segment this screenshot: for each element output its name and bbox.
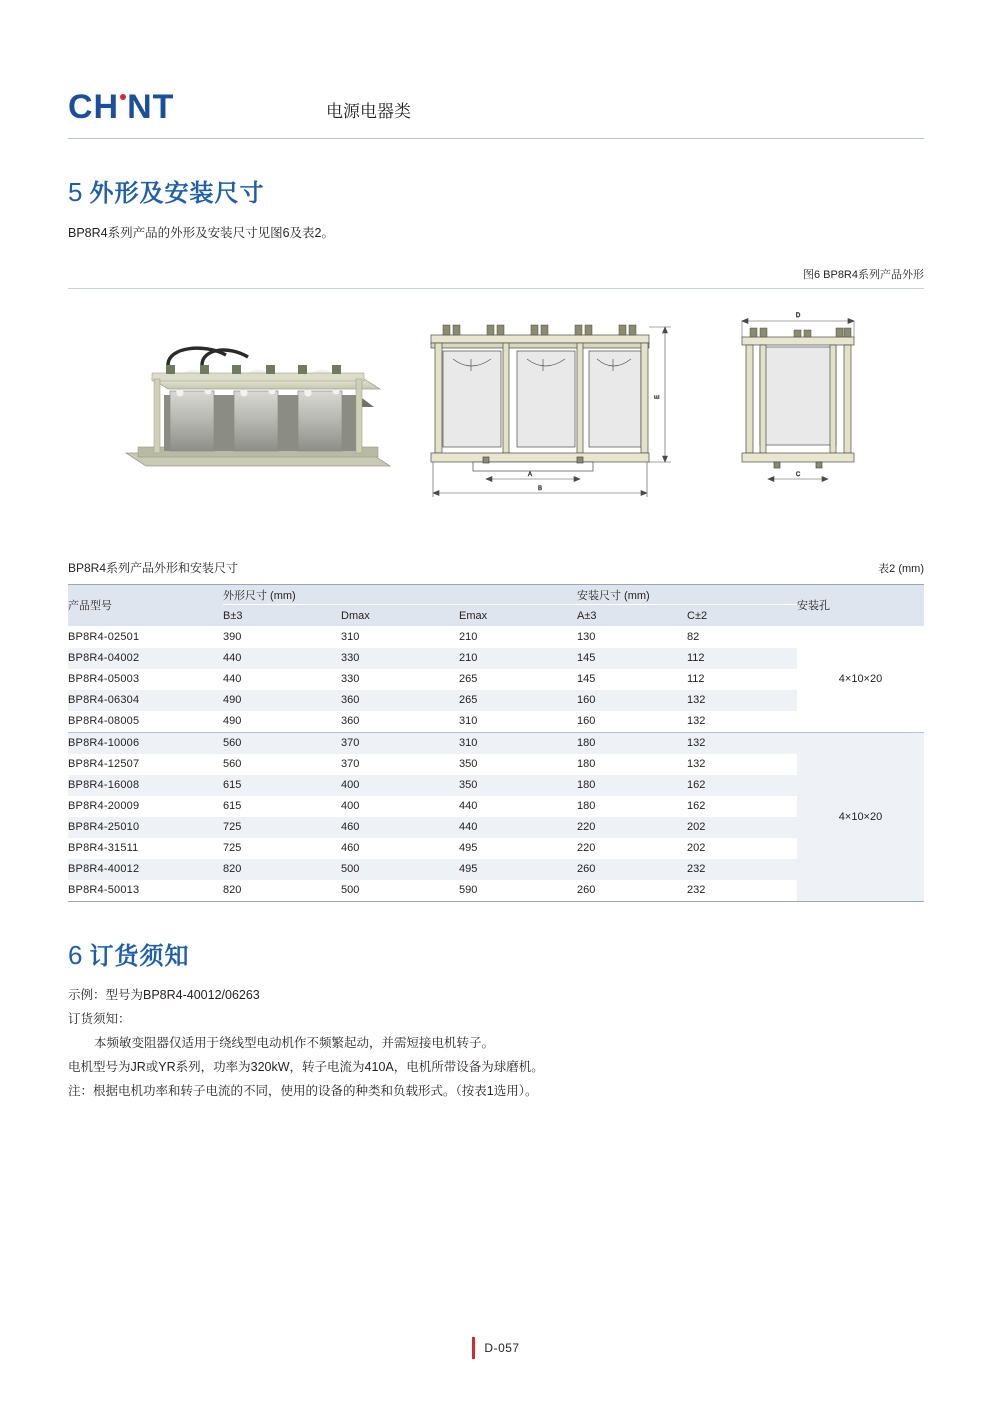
cell-b: 725 [223, 838, 341, 859]
cell-emax: 210 [459, 648, 577, 669]
cell-emax: 265 [459, 690, 577, 711]
dimensions-table [68, 584, 924, 902]
cell-c: 132 [687, 754, 797, 775]
col-header-dmax: Dmax [341, 605, 459, 627]
cell-b: 820 [223, 880, 341, 902]
cell-b: 560 [223, 732, 341, 754]
cell-emax: 440 [459, 796, 577, 817]
col-header-a: A±3 [577, 605, 687, 627]
cell-model: BP8R4-06304 [68, 690, 223, 711]
cell-emax: 495 [459, 859, 577, 880]
cell-emax: 310 [459, 711, 577, 733]
page-number: D-057 [484, 1341, 520, 1355]
svg-text:D: D [795, 313, 801, 319]
cell-c: 202 [687, 838, 797, 859]
cell-model: BP8R4-04002 [68, 648, 223, 669]
order-notes [68, 983, 924, 1103]
cell-a: 160 [577, 690, 687, 711]
table-caption: BP8R4系列产品外形和安装尺寸 [68, 561, 239, 575]
cell-dmax: 330 [341, 648, 459, 669]
cell-b: 490 [223, 711, 341, 733]
header-divider [68, 138, 924, 139]
col-header-holes: 安装孔 [797, 585, 924, 627]
table-row [68, 711, 924, 733]
cell-model: BP8R4-25010 [68, 817, 223, 838]
cell-a: 180 [577, 775, 687, 796]
svg-text:B: B [537, 486, 543, 492]
cell-model: BP8R4-12507 [68, 754, 223, 775]
cell-b: 390 [223, 626, 341, 648]
col-group-install: 安装尺寸 (mm) [577, 585, 797, 605]
figure-divider [68, 288, 924, 289]
svg-text:A: A [527, 472, 533, 478]
cell-b: 615 [223, 796, 341, 817]
cell-c: 132 [687, 690, 797, 711]
table-caption-row [68, 559, 924, 576]
section-6-title: 订货须知 [89, 942, 190, 970]
cell-b: 490 [223, 690, 341, 711]
logo-dot-icon [120, 94, 126, 100]
cell-emax: 350 [459, 775, 577, 796]
cell-model: BP8R4-31511 [68, 838, 223, 859]
figure-caption: 图6 BP8R4系列产品外形 [802, 269, 924, 281]
cell-emax: 590 [459, 880, 577, 902]
cell-c: 202 [687, 817, 797, 838]
cell-emax: 440 [459, 817, 577, 838]
cell-a: 220 [577, 817, 687, 838]
cell-a: 145 [577, 648, 687, 669]
table-unit-note: 表2 (mm) [878, 563, 924, 575]
header-title: 电源电器类 [326, 102, 411, 121]
cell-dmax: 330 [341, 669, 459, 690]
cell-a: 260 [577, 880, 687, 902]
section-5-title: 外形及安装尺寸 [89, 180, 265, 207]
cell-dmax: 360 [341, 690, 459, 711]
cell-emax: 210 [459, 626, 577, 648]
cell-model: BP8R4-50013 [68, 880, 223, 902]
order-line-4: 电机型号为JR或YR系列，功率为320kW，转子电流为410A，电机所带设备为球磨机。 [68, 1059, 544, 1074]
col-header-model: 产品型号 [68, 585, 223, 627]
order-line-5: 注：根据电机功率和转子电流的不同，使用的设备的种类和负载形式。（按表1选用）。 [68, 1083, 538, 1098]
col-header-b: B±3 [223, 605, 341, 627]
table-row [68, 648, 924, 669]
side-elevation-drawing [708, 307, 888, 492]
cell-c: 162 [687, 796, 797, 817]
cell-dmax: 370 [341, 754, 459, 775]
section-5-heading [68, 173, 924, 208]
cell-b: 440 [223, 648, 341, 669]
cell-dmax: 500 [341, 859, 459, 880]
cell-holes-group-1: 4×10×20 [797, 626, 924, 732]
table-row [68, 690, 924, 711]
cell-a: 220 [577, 838, 687, 859]
table-row [68, 754, 924, 775]
cell-a: 180 [577, 796, 687, 817]
page-header [68, 0, 924, 124]
cell-b: 725 [223, 817, 341, 838]
cell-emax: 265 [459, 669, 577, 690]
order-line-2: 订货须知： [68, 1011, 131, 1026]
table-row [68, 838, 924, 859]
cell-b: 615 [223, 775, 341, 796]
col-group-outer: 外形尺寸 (mm) [223, 585, 577, 605]
cell-c: 232 [687, 859, 797, 880]
cell-model: BP8R4-05003 [68, 669, 223, 690]
cell-a: 130 [577, 626, 687, 648]
cell-emax: 495 [459, 838, 577, 859]
cell-emax: 310 [459, 732, 577, 754]
svg-text:E: E [655, 394, 661, 399]
cell-holes-group-2: 4×10×20 [797, 732, 924, 901]
table-row [68, 626, 924, 648]
cell-c: 232 [687, 880, 797, 902]
cell-c: 112 [687, 648, 797, 669]
table-row [68, 796, 924, 817]
table-row [68, 669, 924, 690]
cell-c: 82 [687, 626, 797, 648]
cell-b: 820 [223, 859, 341, 880]
table-row [68, 732, 924, 754]
cell-dmax: 310 [341, 626, 459, 648]
cell-a: 180 [577, 732, 687, 754]
page-footer [0, 1337, 992, 1359]
cell-a: 180 [577, 754, 687, 775]
cell-a: 145 [577, 669, 687, 690]
cell-model: BP8R4-08005 [68, 711, 223, 733]
footer-accent-bar [472, 1337, 475, 1359]
cell-dmax: 460 [341, 838, 459, 859]
cell-dmax: 360 [341, 711, 459, 733]
cell-a: 260 [577, 859, 687, 880]
cell-b: 560 [223, 754, 341, 775]
figure-area [68, 293, 924, 529]
cell-dmax: 370 [341, 732, 459, 754]
cell-dmax: 500 [341, 880, 459, 902]
cell-model: BP8R4-02501 [68, 626, 223, 648]
col-header-c: C±2 [687, 605, 797, 627]
table-row [68, 880, 924, 902]
section-6-number: 6 [68, 939, 83, 970]
svg-text:C: C [795, 472, 801, 478]
cell-model: BP8R4-40012 [68, 859, 223, 880]
cell-dmax: 460 [341, 817, 459, 838]
cell-c: 112 [687, 669, 797, 690]
cell-b: 440 [223, 669, 341, 690]
cell-model: BP8R4-20009 [68, 796, 223, 817]
section-6-heading [68, 936, 924, 971]
cell-c: 132 [687, 711, 797, 733]
cell-dmax: 400 [341, 796, 459, 817]
section-5-paragraph: BP8R4系列产品的外形及安装尺寸见图6及表2。 [68, 226, 335, 240]
cell-dmax: 400 [341, 775, 459, 796]
section-5-number: 5 [68, 177, 83, 207]
order-line-1: 示例：型号为BP8R4-40012/06263 [68, 987, 260, 1002]
table-row [68, 859, 924, 880]
cell-model: BP8R4-10006 [68, 732, 223, 754]
cell-a: 160 [577, 711, 687, 733]
col-header-emax: Emax [459, 605, 577, 627]
cell-emax: 350 [459, 754, 577, 775]
front-elevation-drawing [413, 307, 688, 507]
product-photo [108, 335, 408, 485]
order-line-3: 本频敏变阻器仅适用于绕线型电动机作不频繁起动，并需短接电机转子。 [94, 1035, 495, 1050]
table-row [68, 775, 924, 796]
cell-c: 162 [687, 775, 797, 796]
brand-logo: CH NT [68, 88, 175, 126]
table-row [68, 817, 924, 838]
cell-c: 132 [687, 732, 797, 754]
cell-model: BP8R4-16008 [68, 775, 223, 796]
